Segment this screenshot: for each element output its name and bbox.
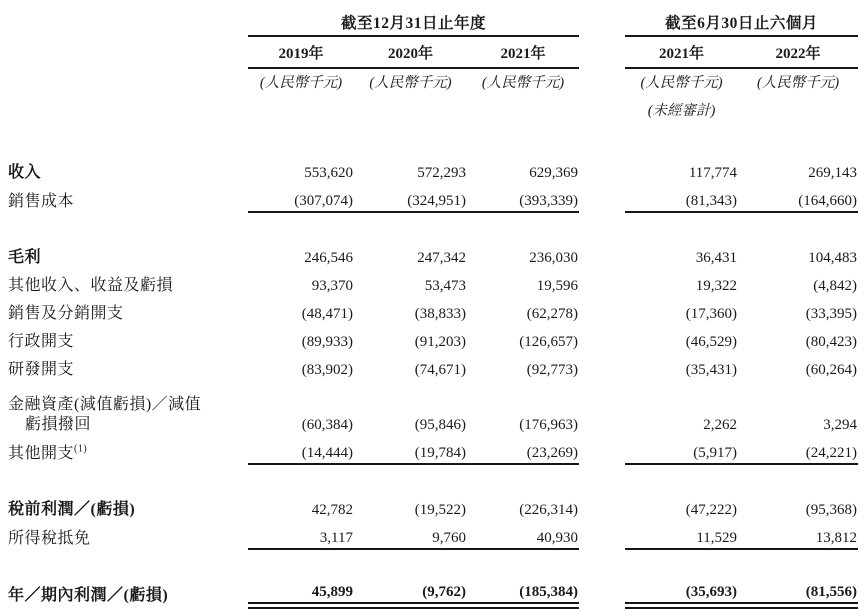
table-row-rd-expenses xyxy=(8,352,858,380)
cell: 40,930 xyxy=(467,520,579,549)
row-label: 銷售成本 xyxy=(8,193,75,210)
table-row-selling-expenses xyxy=(8,296,858,324)
table-row-profit-before-tax xyxy=(8,492,858,520)
unaudited-note-row xyxy=(8,102,858,128)
cell: (14,444) xyxy=(248,435,354,464)
column-gap xyxy=(579,268,625,296)
table-row-other-expenses xyxy=(8,435,858,464)
cell: (35,693) xyxy=(625,574,738,606)
cell: 269,143 xyxy=(808,165,858,182)
year-header-row xyxy=(8,36,858,68)
cell: 9,760 xyxy=(354,520,467,549)
row-label: 銷售及分銷開支 xyxy=(8,305,124,322)
year-2019: 2019年 xyxy=(248,36,354,68)
table-row-impairment xyxy=(8,380,858,435)
cell: 19,596 xyxy=(536,278,579,295)
unit-label: (人民幣千元) xyxy=(756,75,840,91)
cell: (24,221) xyxy=(738,435,858,464)
column-gap xyxy=(579,435,625,464)
table-row-cost-of-sales xyxy=(8,183,858,212)
row-label xyxy=(8,380,248,435)
column-gap xyxy=(579,6,625,36)
cell: (19,522) xyxy=(414,502,466,519)
row-label: 收入 xyxy=(8,164,42,181)
cell: (38,833) xyxy=(414,306,466,323)
unit-label: (人民幣千元) xyxy=(481,75,565,91)
cell: 93,370 xyxy=(311,278,353,295)
cell: (46,529) xyxy=(685,334,738,351)
cell: (9,762) xyxy=(354,574,467,606)
cell: (95,846) xyxy=(414,417,466,434)
column-gap xyxy=(579,155,625,183)
cell: 104,483 xyxy=(808,250,858,267)
cell: 247,342 xyxy=(417,250,466,267)
year-2020: 2020年 xyxy=(354,36,467,68)
row-label-line1: 金融資產(減值虧損)／減值 xyxy=(8,396,202,413)
cell: (47,222) xyxy=(685,502,738,519)
cell: (35,431) xyxy=(685,362,738,379)
spacer xyxy=(8,549,858,574)
column-gap xyxy=(579,240,625,268)
column-gap xyxy=(579,520,625,549)
cell: (307,074) xyxy=(248,183,354,212)
group-header-interim: 截至6月30日止六個月 xyxy=(625,6,858,36)
spacer xyxy=(8,128,858,155)
cell: (80,423) xyxy=(805,334,858,351)
unit-label: (人民幣千元) xyxy=(640,75,723,91)
column-gap xyxy=(579,183,625,212)
unit-label: (人民幣千元) xyxy=(369,75,452,91)
cell: (48,471) xyxy=(301,306,353,323)
cell: (62,278) xyxy=(526,306,579,323)
table-row-income-tax-credit xyxy=(8,520,858,549)
cell: 629,369 xyxy=(529,165,579,182)
row-label: 研發開支 xyxy=(8,361,75,378)
cell: 3,117 xyxy=(248,520,354,549)
cell: 117,774 xyxy=(688,165,738,182)
unaudited-note: (未經審計) xyxy=(647,103,716,119)
cell: (23,269) xyxy=(467,435,579,464)
cell: (164,660) xyxy=(738,183,858,212)
period-group-row xyxy=(8,6,858,36)
unit-label: (人民幣千元) xyxy=(259,75,343,91)
cell: (33,395) xyxy=(805,306,858,323)
cell: 11,529 xyxy=(625,520,738,549)
cell: (74,671) xyxy=(414,362,466,379)
cell: (81,556) xyxy=(738,574,858,606)
cell: 246,546 xyxy=(304,250,353,267)
cell: (17,360) xyxy=(685,306,738,323)
year-2021-interim: 2021年 xyxy=(625,36,738,68)
year-2022-interim: 2022年 xyxy=(738,36,858,68)
column-gap xyxy=(579,574,625,606)
column-gap xyxy=(579,492,625,520)
table-row-gross-profit xyxy=(8,240,858,268)
cell: (19,784) xyxy=(354,435,467,464)
cell: 19,322 xyxy=(695,278,738,295)
table-row-revenue xyxy=(8,155,858,183)
column-gap xyxy=(579,36,625,68)
row-label: 其他收入、收益及虧損 xyxy=(8,277,174,294)
row-label: 行政開支 xyxy=(8,333,75,350)
cell: 45,899 xyxy=(248,574,354,606)
cell: (5,917) xyxy=(625,435,738,464)
cell: (95,368) xyxy=(805,502,858,519)
spacer xyxy=(8,212,858,240)
cell: 36,431 xyxy=(695,250,738,267)
row-label: 稅前利潤／(虧損) xyxy=(8,501,136,518)
cell: (226,314) xyxy=(519,502,579,519)
column-gap xyxy=(579,296,625,324)
row-label: 所得稅抵免 xyxy=(8,530,91,547)
cell: (92,773) xyxy=(526,362,579,379)
cell: (60,264) xyxy=(805,362,858,379)
cell: 53,473 xyxy=(424,278,466,295)
cell: (324,951) xyxy=(354,183,467,212)
column-gap xyxy=(579,352,625,380)
footnote-marker: (1) xyxy=(74,443,88,455)
cell: (91,203) xyxy=(414,334,466,351)
cell: (4,842) xyxy=(813,278,858,295)
table-row-other-income xyxy=(8,268,858,296)
cell: (176,963) xyxy=(519,417,579,434)
group-header-annual: 截至12月31日止年度 xyxy=(248,6,579,36)
cell: (83,902) xyxy=(301,362,353,379)
cell: (89,933) xyxy=(301,334,353,351)
cell: 3,294 xyxy=(823,417,858,434)
cell: 42,782 xyxy=(311,502,353,519)
table-row-admin-expenses xyxy=(8,324,858,352)
row-label: 年／期內利潤／(虧損) xyxy=(8,586,169,604)
cell: (185,384) xyxy=(467,574,579,606)
cell: 236,030 xyxy=(529,250,579,267)
table-row-profit-for-the-year xyxy=(8,574,858,606)
column-gap xyxy=(579,68,625,102)
cell: (393,339) xyxy=(467,183,579,212)
row-label-line2: 虧損撥回 xyxy=(25,416,92,433)
row-label: 其他開支$^{(1)}$ xyxy=(8,443,88,462)
corner-blank xyxy=(8,6,248,36)
cell: (126,657) xyxy=(519,334,579,351)
column-gap xyxy=(579,102,625,128)
cell: 553,620 xyxy=(304,165,353,182)
row-label: 毛利 xyxy=(8,249,42,266)
column-gap xyxy=(579,380,625,435)
cell: (60,384) xyxy=(301,417,353,434)
cell: 13,812 xyxy=(738,520,858,549)
cell: 572,293 xyxy=(417,165,466,182)
year-2021: 2021年 xyxy=(467,36,579,68)
column-gap xyxy=(579,324,625,352)
income-statement xyxy=(8,6,858,609)
spacer xyxy=(8,464,858,492)
cell: 2,262 xyxy=(703,417,738,434)
unit-row xyxy=(8,68,858,102)
cell: (81,343) xyxy=(625,183,738,212)
